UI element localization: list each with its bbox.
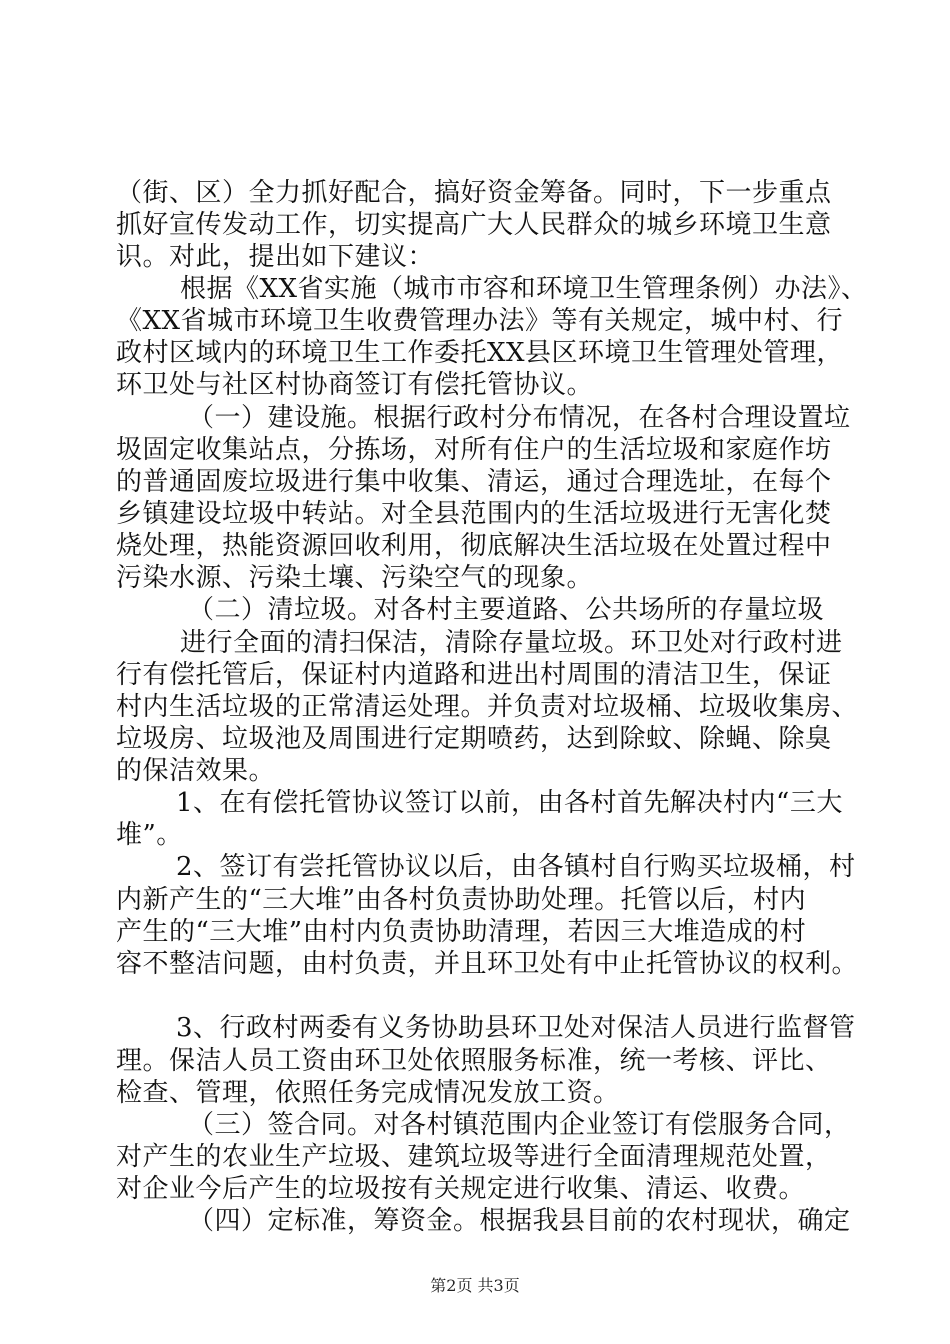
page-number-footer: 第2页 共3页 [430,1276,520,1295]
text-line: 产生的“三大堆”由村内负责协助清理，若因三大堆造成的村 [116,917,807,947]
text-line: 的普通固废垃圾进行集中收集、清运，通过合理选址，在每个 [116,467,832,497]
text-line: 村内生活垃圾的正常清运处理。并负责对垃圾桶、垃圾收集房、 [116,692,859,722]
text-line: 环卫处与社区村协商签订有偿托管协议。 [116,370,594,400]
text-line: 3、行政村两委有义务协助县环卫处对保洁人员进行监督管 [176,1013,856,1043]
text-line: 内新产生的“三大堆”由各村负责协助处理。托管以后，村内 [116,885,807,915]
text-line: 1、在有偿托管协议签订以前，由各村首先解决村内“三大 [176,788,843,818]
text-line: 污染水源、污染土壤、污染空气的现象。 [116,563,594,593]
text-line: 政村区域内的环境卫生工作委托XX县区环境卫生管理处管理， [116,338,844,368]
text-line: 圾固定收集站点，分拣场，对所有住户的生活垃圾和家庭作坊 [116,435,832,465]
text-line: 对产生的农业生产垃圾、建筑垃圾等进行全面清理规范处置， [116,1142,832,1172]
text-line: 的保洁效果。 [116,756,276,786]
text-line: 识。对此，提出如下建议： [116,242,435,272]
text-line: 容不整洁问题，由村负责，并且环卫处有中止托管协议的权利。 [116,949,859,979]
text-line: 检查、管理，依照任务完成情况发放工资。 [116,1078,620,1108]
text-line: 《XX省城市环境卫生收费管理办法》等有关规定，城中村、行 [116,306,844,336]
text-line: 烧处理，热能资源回收利用，彻底解决生活垃圾在处置过程中 [116,531,832,561]
text-line: 垃圾房、垃圾池及周围进行定期喷药，达到除蚊、除蝇、除臭 [116,724,832,754]
text-line: 理。保洁人员工资由环卫处依照服务标准，统一考核、评比、 [116,1046,832,1076]
text-line: 进行全面的清扫保洁，清除存量垃圾。环卫处对行政村进 [180,628,843,658]
text-line: 堆”。 [116,820,183,850]
text-line: 根据《XX省实施（城市市容和环境卫生管理条例）办法》、 [180,274,868,304]
text-line: （二）清垃圾。对各村主要道路、公共场所的存量垃圾 [188,595,825,625]
text-line: 行有偿托管后，保证村内道路和进出村周围的清洁卫生，保证 [116,660,832,690]
text-line: （四）定标准，筹资金。根据我县目前的农村现状，确定 [188,1206,851,1236]
text-line: （三）签合同。对各村镇范围内企业签订有偿服务合同， [188,1110,851,1140]
text-line: 抓好宣传发动工作，切实提高广大人民群众的城乡环境卫生意 [116,210,832,240]
text-line: 对企业今后产生的垃圾按有关规定进行收集、清运、收费。 [116,1174,806,1204]
text-line: 2、签订有尝托管协议以后，由各镇村自行购买垃圾桶，村 [176,852,856,882]
text-line: （街、区）全力抓好配合，搞好资金筹备。同时，下一步重点 [116,178,832,208]
text-line: （一）建设施。根据行政村分布情况，在各村合理设置垃 [188,403,851,433]
text-line: 乡镇建设垃圾中转站。对全县范围内的生活垃圾进行无害化焚 [116,499,832,529]
